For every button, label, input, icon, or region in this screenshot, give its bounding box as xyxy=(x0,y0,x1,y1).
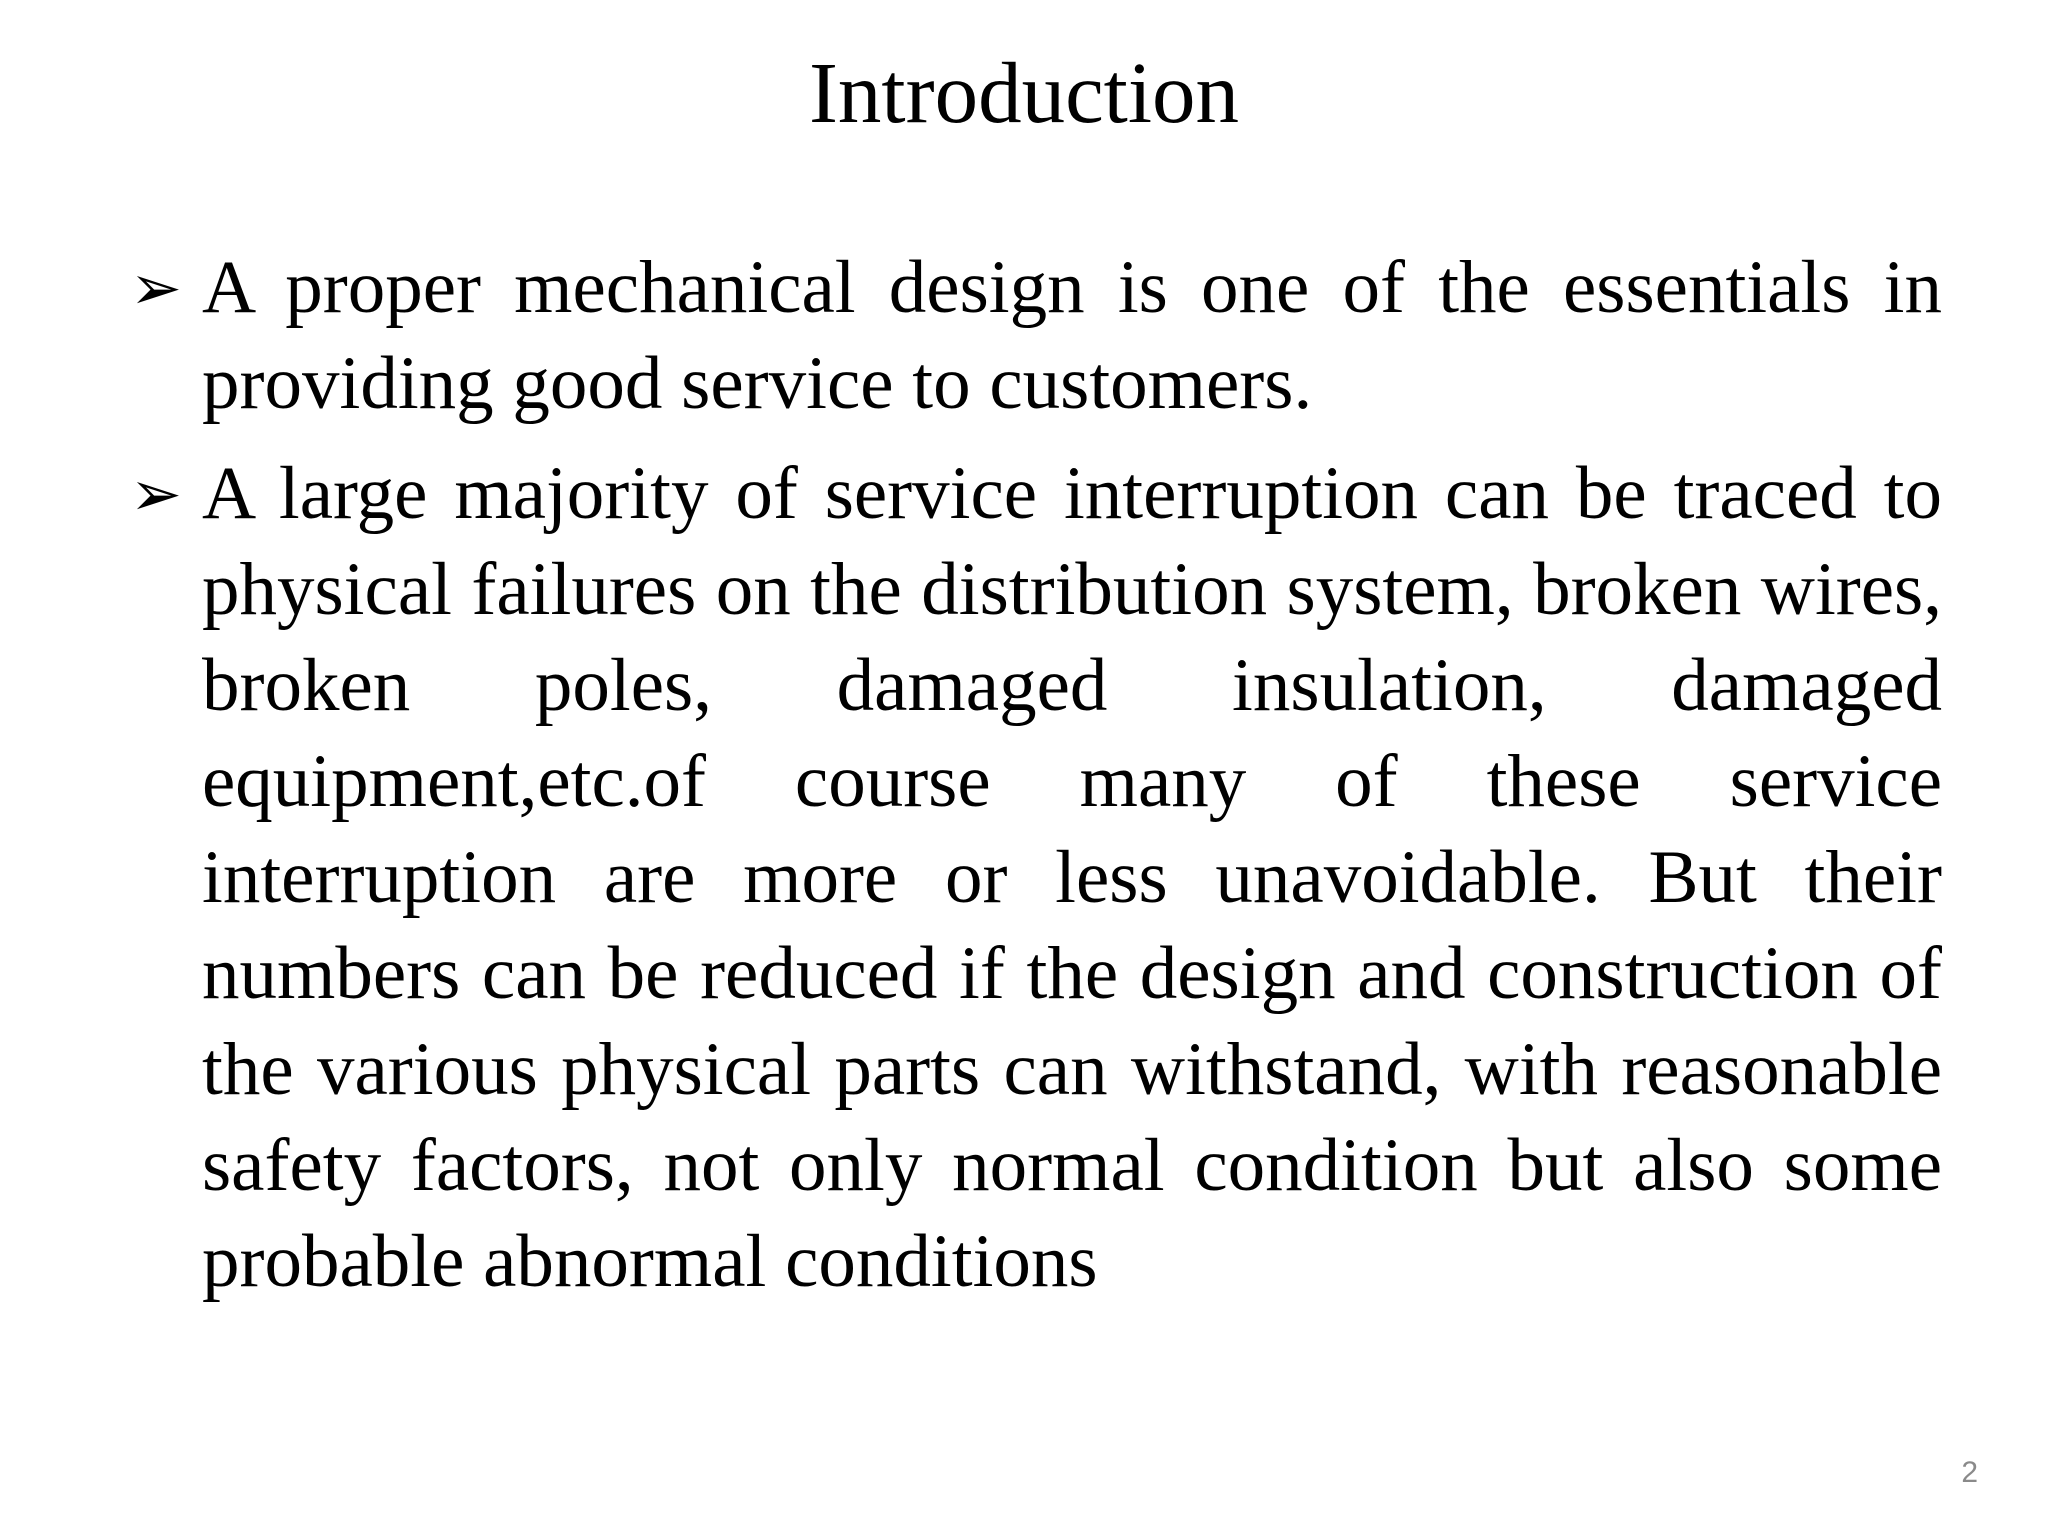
slide-title: Introduction xyxy=(808,44,1240,141)
bullet-text: A proper mechanical design is one of the essentials in providing good service to customers. xyxy=(202,246,1942,425)
arrowhead-bullet-icon: ➢ xyxy=(130,251,182,324)
bullet-item xyxy=(130,446,1942,1310)
arrowhead-bullet-icon: ➢ xyxy=(130,457,182,530)
page-number: 2 xyxy=(1961,1456,1978,1489)
bullet-item xyxy=(130,240,1942,432)
bullet-list xyxy=(130,240,1942,1310)
bullet-text: A large majority of service interruption can be traced to physical failures on the distribution system, broken wires, broken poles, damaged insulation, damaged equipment,etc.of course many of these service interruption are more or less unavoidable. But their numbers can be reduced if the design and construction of the various physical parts can withstand, with reasonable safety factors, not only normal condition but also some probable abnormal conditions xyxy=(202,452,1942,1303)
